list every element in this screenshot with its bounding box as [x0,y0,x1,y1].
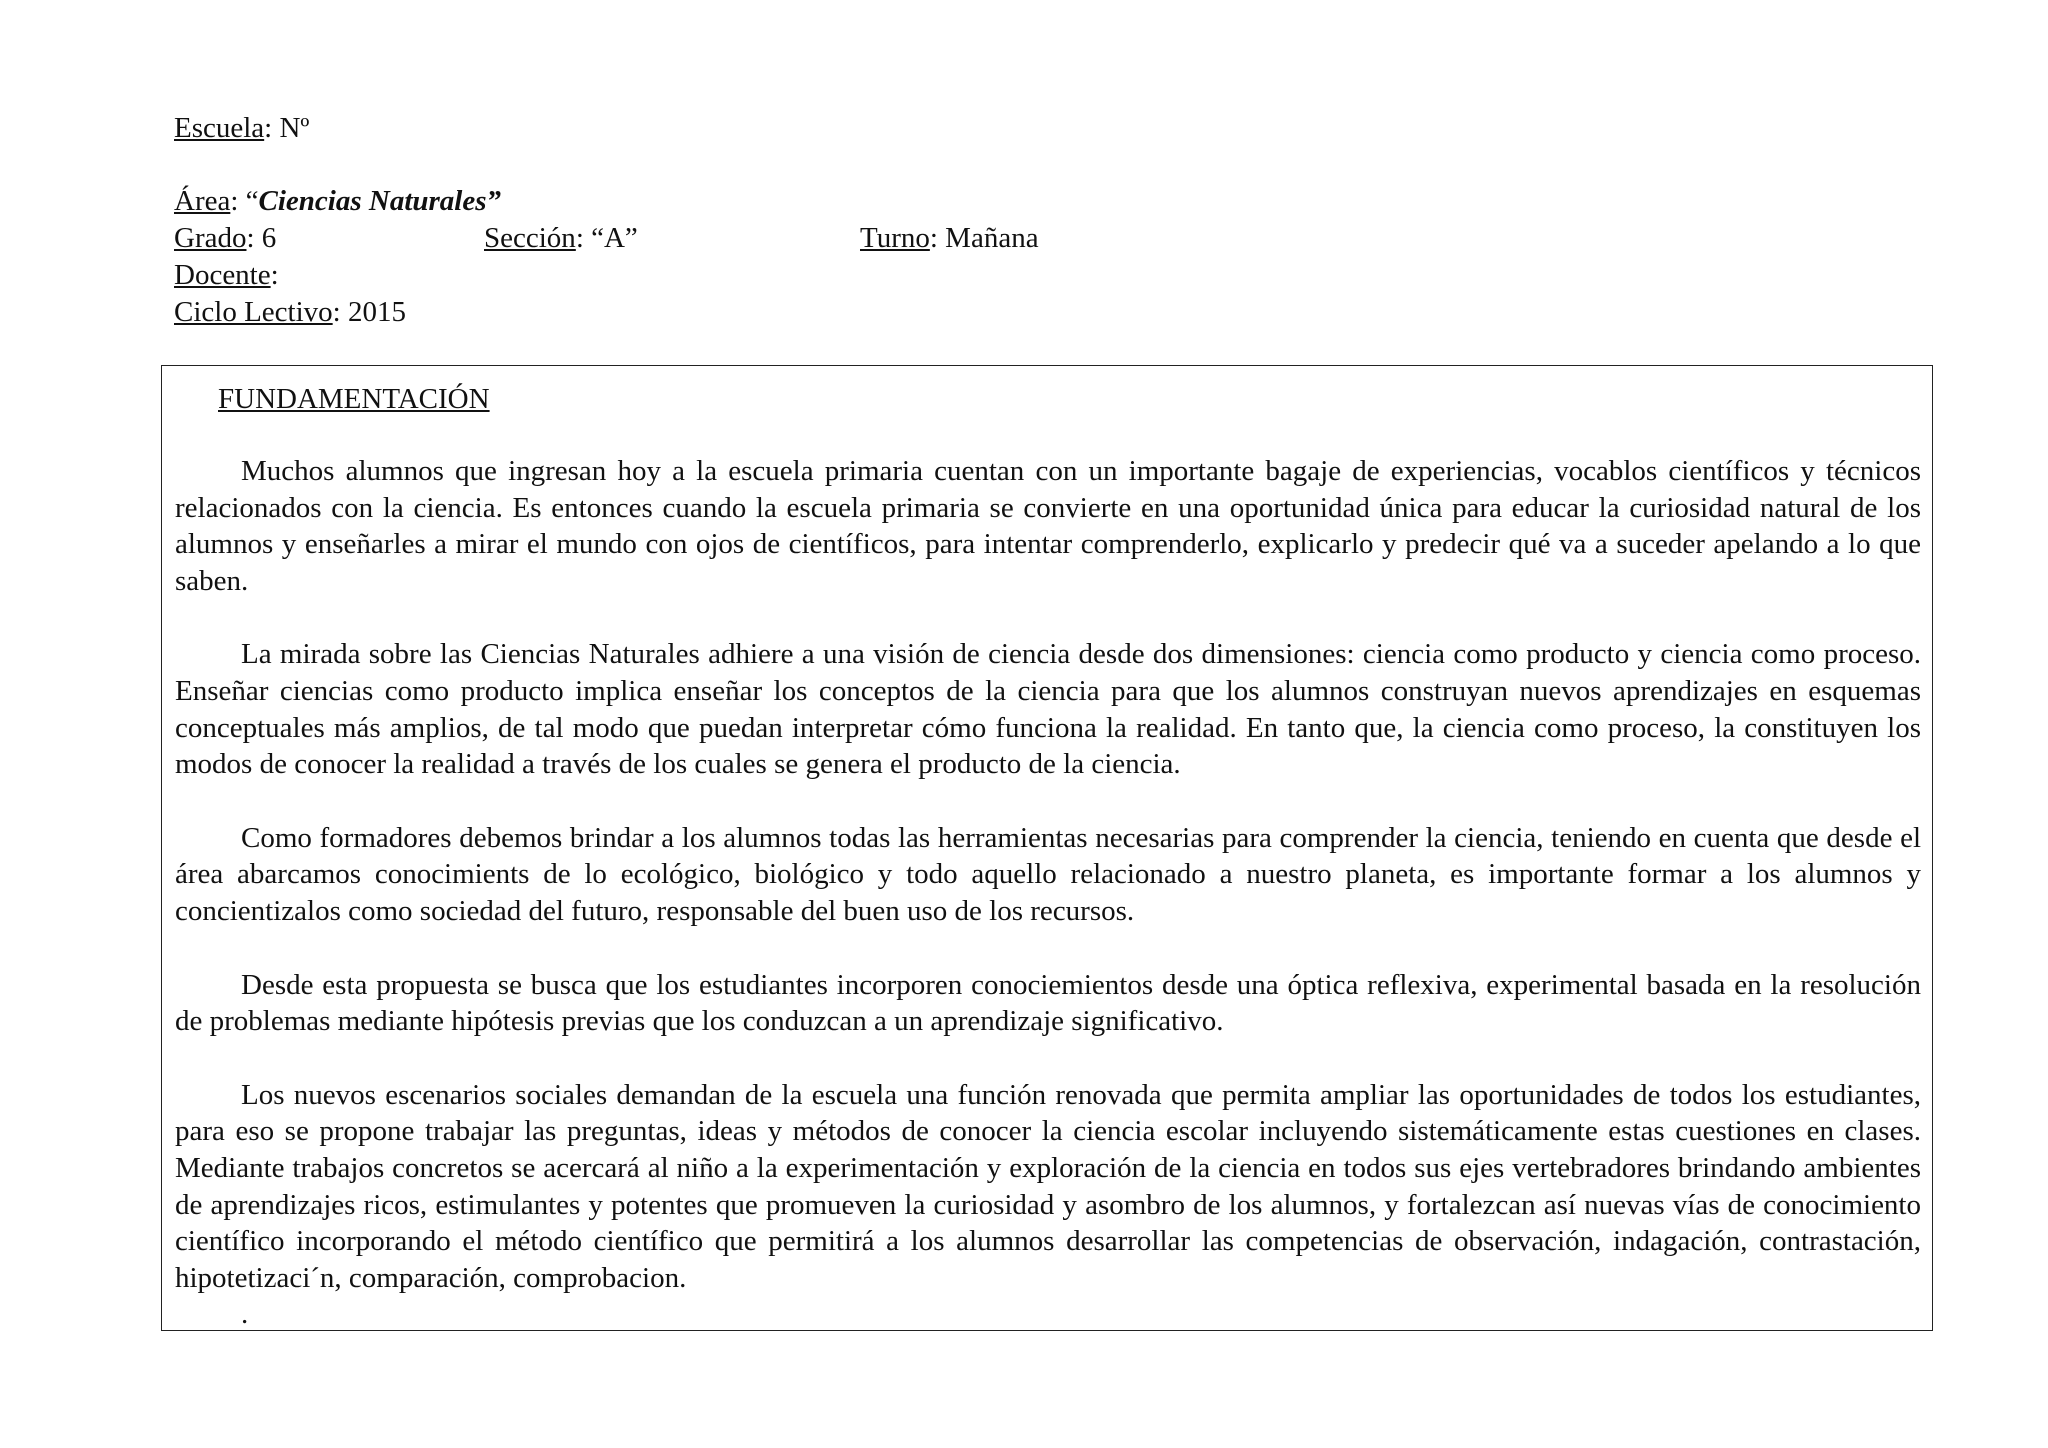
turno-field [860,220,1039,257]
turno-label: Turno [860,222,930,254]
fundamentacion-box [161,365,1933,1331]
paragraph: La mirada sobre las Ciencias Naturales adhiere a una visión de ciencia desde dos dimensiones: ciencia como producto y ciencia como proceso. Enseñar ciencias como producto implica enseñar los conceptos de la ciencia para que los alumnos construyan nuevos aprendizajes en esquemas conceptuales más amplios, de tal modo que puedan interpretar cómo funciona la realidad. En tanto que, la ciencia como proceso, la constituyen los modos de conocer la realidad a través de los cuales se genera el producto de la ciencia. [175,638,1921,781]
escuela-label: Escuela [174,112,265,144]
paragraph: Como formadores debemos brindar a los alumnos todas las herramientas necesarias para comprender la ciencia, teniendo en cuenta que desde el área abarcamos conocimients de lo ecológico, biológico y todo aquello relacionado a nuestro planeta, es importante formar a los alumnos y concientizalos como sociedad del futuro, responsable del buen uso de los recursos. [175,821,1921,927]
grado-line [174,220,1039,257]
docente-value: : [270,259,279,291]
docente-line [174,257,501,294]
seccion-field [484,220,638,257]
turno-value: : Mañana [929,222,1039,254]
header-block [174,110,1039,331]
ciclo-value: : 2015 [332,296,406,328]
grado-label: Grado [174,222,247,254]
grado-value: : 6 [246,222,277,254]
ciclo-line [174,294,501,331]
paragraph: Desde esta propuesta se busca que los estudiantes incorporen conociemientos desde una óptica reflexiva, experimental basada en la resolución de problemas mediante hipótesis previas que los conduzcan a un aprendizaje significativo. [175,968,1921,1038]
area-label: Área [174,185,231,217]
seccion-label: Sección [484,222,576,254]
trailing-dot: . [241,1298,249,1331]
paragraph: Los nuevos escenarios sociales demandan de la escuela una función renovada que permita ampliar las oportunidades de todos los estudiantes, para eso se propone trabajar las preguntas, ideas y métodos de conocer la ciencia escolar incluyendo sistemáticamente estas cuestiones en clases. Mediante trabajos concretos se acercará al niño a la experimentación y exploración de la ciencia en todos sus ejes vertebradores brindando ambientes de aprendizajes ricos, estimulantes y potentes que promueven la curiosidad y asombro de los alumnos, y fortalezcan así nuevas vías de conocimiento científico incorporando el método científico que permitirá a los alumnos desarrollar las competencias de observación, indagación, contrastación, hipotetizaci´n, comparación, comprobacion. [175,1078,1921,1294]
escuela-line [174,110,501,147]
area-separator: : “ [230,185,259,217]
seccion-value: : “A” [575,222,638,254]
area-line [174,183,501,220]
ciclo-label: Ciclo Lectivo [174,296,333,328]
paragraph: Muchos alumnos que ingresan hoy a la escuela primaria cuentan con un importante bagaje de experiencias, vocablos científicos y técnicos relacionados con la ciencia. Es entonces cuando la escuela primaria se convierte en una oportunidad única para educar la curiosidad natural de los alumnos y enseñarles a mirar el mundo con ojos de científicos, para intentar comprenderlo, explicarlo y predecir qué va a suceder apelando a lo que saben. [175,455,1921,597]
area-value: Ciencias Naturales” [258,185,502,217]
escuela-value: : Nº [264,112,310,144]
docente-label: Docente [174,259,271,291]
header-gap [174,147,501,183]
fundamentacion-content [175,453,1921,1333]
fundamentacion-title: FUNDAMENTACIÓN [218,383,490,415]
